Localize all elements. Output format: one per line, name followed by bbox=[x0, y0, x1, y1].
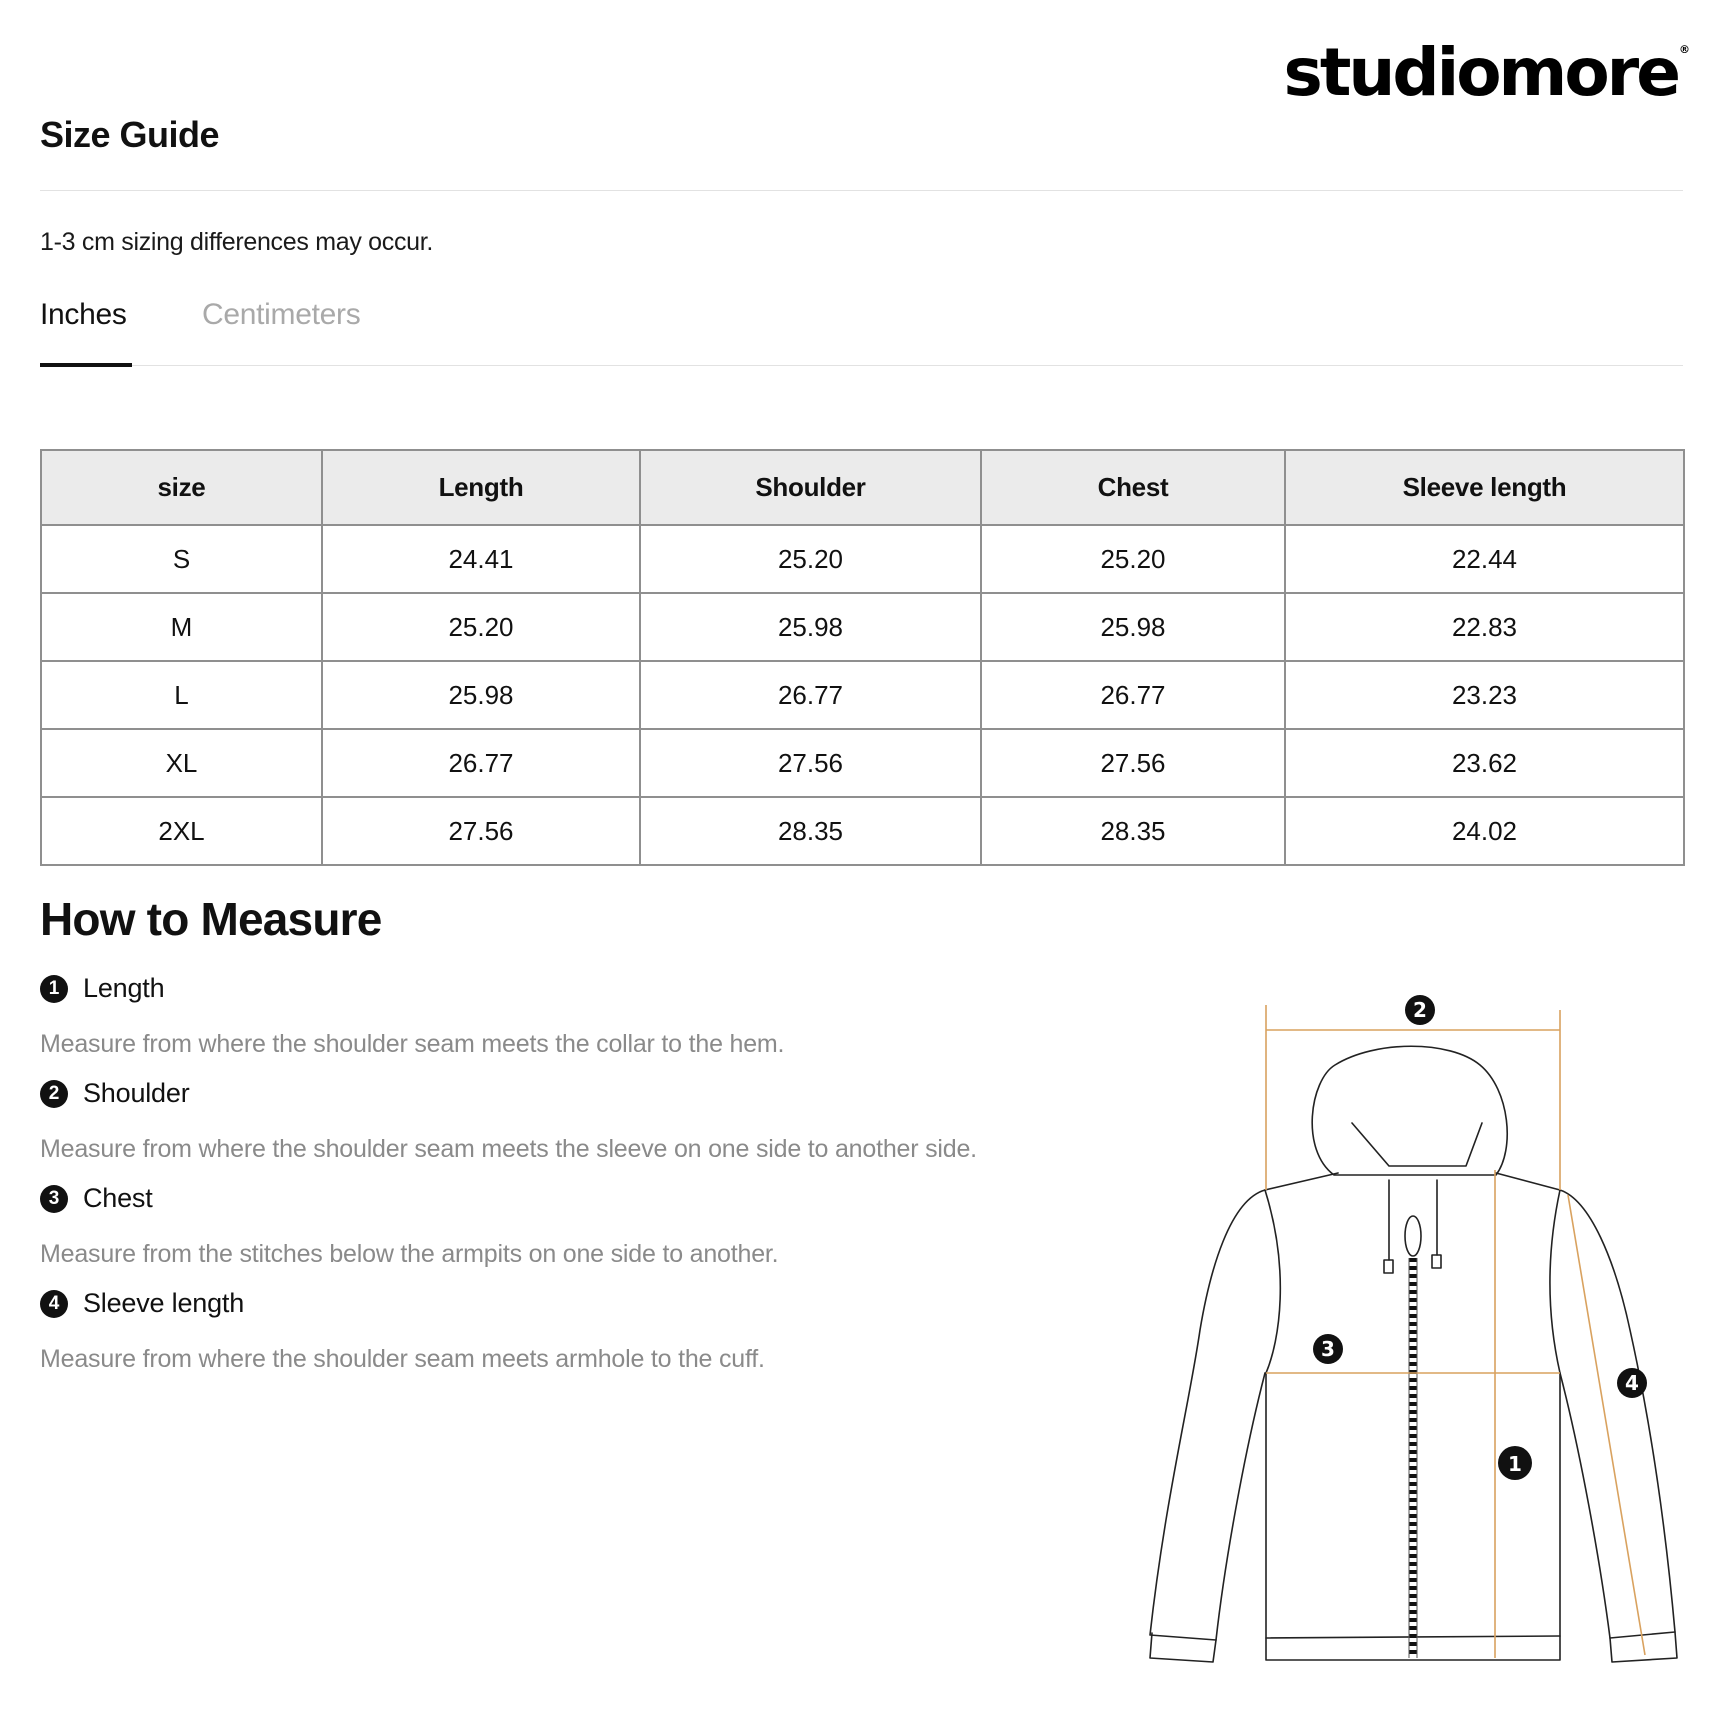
step-label: Shoulder bbox=[83, 1078, 190, 1108]
table-row bbox=[41, 525, 1684, 593]
brand-name: studiomore bbox=[1283, 34, 1678, 111]
cell-shoulder: 25.20 bbox=[640, 525, 981, 593]
measure-step-shoulder bbox=[40, 1078, 977, 1164]
cell-size: XL bbox=[41, 729, 322, 797]
cell-length: 27.56 bbox=[322, 797, 640, 865]
brand-logo bbox=[1283, 34, 1690, 111]
cell-shoulder: 26.77 bbox=[640, 661, 981, 729]
diagram-marker-1: 1 bbox=[1508, 1452, 1522, 1476]
cell-shoulder: 25.98 bbox=[640, 593, 981, 661]
cell-sleeve-length: 24.02 bbox=[1285, 797, 1684, 865]
header-size: size bbox=[41, 450, 322, 525]
header-length: Length bbox=[322, 450, 640, 525]
tab-centimeters[interactable]: Centimeters bbox=[202, 298, 361, 331]
step-description: Measure from where the shoulder seam meets armhole to the cuff. bbox=[40, 1345, 765, 1373]
table-row bbox=[41, 729, 1684, 797]
cell-size: S bbox=[41, 525, 322, 593]
cell-sleeve-length: 23.23 bbox=[1285, 661, 1684, 729]
size-table bbox=[40, 449, 1685, 866]
registered-mark: ® bbox=[1679, 43, 1690, 56]
diagram-marker-4: 4 bbox=[1625, 1371, 1639, 1395]
cell-chest: 26.77 bbox=[981, 661, 1285, 729]
number-1-icon: 1 bbox=[40, 975, 68, 1003]
step-label: Length bbox=[83, 973, 165, 1003]
cell-chest: 25.98 bbox=[981, 593, 1285, 661]
sizing-note: 1-3 cm sizing differences may occur. bbox=[40, 228, 434, 256]
table-row bbox=[41, 797, 1684, 865]
step-label: Sleeve length bbox=[83, 1288, 245, 1318]
table-header-row bbox=[41, 450, 1684, 525]
header-shoulder: Shoulder bbox=[640, 450, 981, 525]
tab-inches[interactable]: Inches bbox=[40, 298, 127, 331]
cell-length: 25.98 bbox=[322, 661, 640, 729]
step-description: Measure from where the shoulder seam meets the collar to the hem. bbox=[40, 1030, 785, 1058]
step-label: Chest bbox=[83, 1183, 153, 1213]
cell-sleeve-length: 22.83 bbox=[1285, 593, 1684, 661]
number-4-icon: 4 bbox=[40, 1290, 68, 1318]
header-sleeve-length: Sleeve length bbox=[1285, 450, 1684, 525]
number-3-icon: 3 bbox=[40, 1185, 68, 1213]
cell-sleeve-length: 22.44 bbox=[1285, 525, 1684, 593]
how-to-measure-title: How to Measure bbox=[40, 893, 382, 945]
table-row bbox=[41, 661, 1684, 729]
measure-step-length bbox=[40, 973, 784, 1059]
measure-step-chest bbox=[40, 1183, 778, 1269]
header-chest: Chest bbox=[981, 450, 1285, 525]
measure-step-sleeve-length bbox=[40, 1288, 765, 1374]
hoodie-diagram-icon bbox=[1140, 990, 1680, 1670]
table-row bbox=[41, 593, 1684, 661]
step-description: Measure from the stitches below the armpits on one side to another. bbox=[40, 1240, 779, 1268]
cell-size: 2XL bbox=[41, 797, 322, 865]
number-2-icon: 2 bbox=[40, 1080, 68, 1108]
cell-length: 24.41 bbox=[322, 525, 640, 593]
active-tab-indicator bbox=[40, 363, 132, 367]
diagram-marker-3: 3 bbox=[1321, 1337, 1335, 1361]
cell-chest: 27.56 bbox=[981, 729, 1285, 797]
cell-shoulder: 28.35 bbox=[640, 797, 981, 865]
cell-length: 25.20 bbox=[322, 593, 640, 661]
step-description: Measure from where the shoulder seam meets the sleeve on one side to another side. bbox=[40, 1135, 977, 1163]
cell-size: M bbox=[41, 593, 322, 661]
cell-size: L bbox=[41, 661, 322, 729]
page-title: Size Guide bbox=[40, 114, 220, 155]
cell-chest: 25.20 bbox=[981, 525, 1285, 593]
cell-chest: 28.35 bbox=[981, 797, 1285, 865]
header-divider bbox=[40, 190, 1683, 191]
unit-tabs bbox=[40, 298, 1683, 366]
diagram-marker-2: 2 bbox=[1413, 998, 1427, 1022]
cell-length: 26.77 bbox=[322, 729, 640, 797]
cell-sleeve-length: 23.62 bbox=[1285, 729, 1684, 797]
cell-shoulder: 27.56 bbox=[640, 729, 981, 797]
